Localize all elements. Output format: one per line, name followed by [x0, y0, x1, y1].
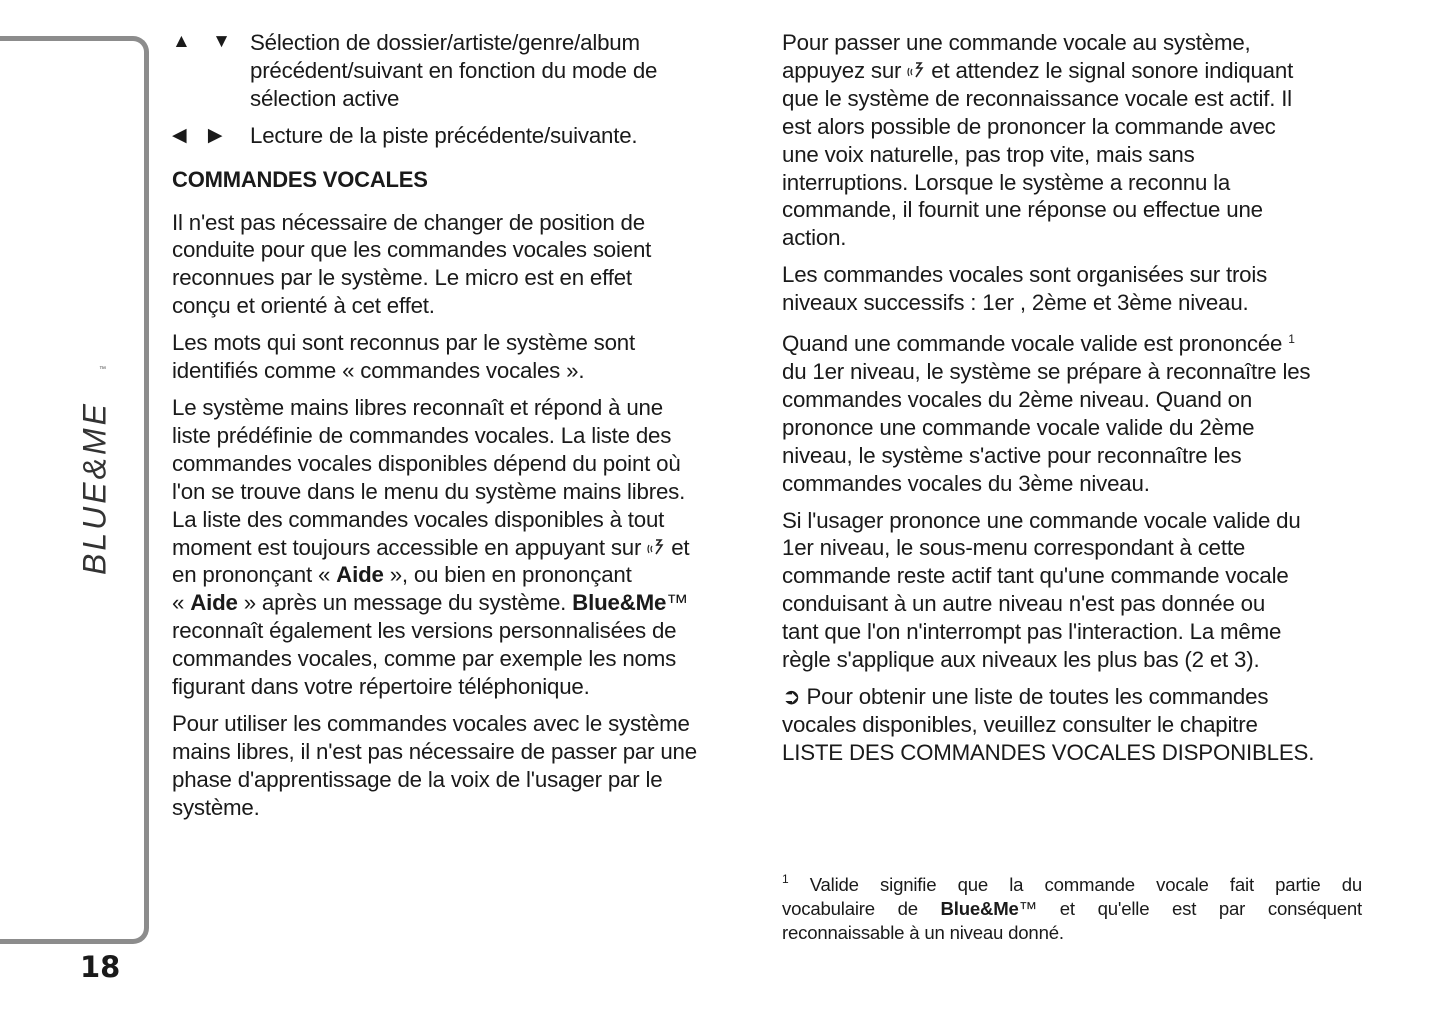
right-column	[782, 29, 1367, 776]
text-line	[172, 561, 752, 589]
footnote-marker: 1	[782, 872, 789, 886]
text-segment: » après un message du système.	[237, 590, 573, 616]
text-segment: vocabulaire de	[782, 898, 941, 919]
text-segment: «	[172, 590, 191, 616]
text-line: du 1er niveau, le système se prépare à reconnaître les	[782, 358, 1311, 384]
text-segment: Quand une commande vocale valide est prononcée	[782, 331, 1289, 357]
text-segment: Valide signifie que la commande vocale fait partie du	[788, 874, 1362, 895]
text-line: conduisant à un autre niveau n'est pas donnée ou	[782, 591, 1266, 617]
text-line: règle s'applique aux niveaux les plus bas (2 et 3).	[782, 647, 1260, 673]
paragraph	[172, 329, 752, 385]
text-segment: moment est toujours accessible en appuyant sur	[172, 534, 648, 560]
paragraph	[172, 710, 752, 822]
text-line: Si l'usager prononce une commande vocale valide du	[782, 507, 1301, 533]
text-segment: en prononçant «	[172, 562, 337, 588]
text-line: La liste des commandes vocales disponibles à tout	[172, 506, 665, 532]
text-segment: », ou bien en prononçant	[383, 562, 632, 588]
text-line: phase d'apprentissage de la voix de l'usager par le	[172, 766, 663, 792]
page-number: 18	[80, 950, 121, 984]
text-line	[782, 57, 1367, 85]
text-line: est alors possible de prononcer la commande avec	[782, 113, 1276, 139]
text-segment: et attendez le signal sonore indiquant	[925, 57, 1294, 83]
paragraph	[782, 29, 1367, 252]
text-line: commandes vocales du 3ème niveau.	[782, 470, 1150, 496]
text-segment: ™ et qu'elle est par conséquent	[1018, 898, 1363, 919]
text-line: liste prédéfinie de commandes vocales. La liste des	[172, 422, 672, 448]
text-segment: appuyez sur	[782, 57, 908, 83]
text-segment: Pour obtenir une liste de toutes les commandes	[806, 683, 1269, 709]
text-line: système.	[172, 794, 260, 820]
text-line: 1er niveau, le sous-menu correspondant à cette	[782, 535, 1246, 561]
text-line: Sélection de dossier/artiste/genre/album	[250, 30, 640, 55]
paragraph	[782, 326, 1367, 497]
text-line: commandes vocales, comme par exemple les noms	[172, 646, 677, 672]
text-line	[172, 589, 752, 617]
text-line: Les commandes vocales sont organisées sur trois	[782, 262, 1268, 288]
text-line: sélection active	[250, 85, 400, 111]
text-line: Il n'est pas nécessaire de changer de position de	[172, 209, 645, 235]
left-column	[172, 29, 752, 831]
text-line: l'on se trouve dans le menu du système mains libres.	[172, 478, 686, 504]
text-line: mains libres, il n'est pas nécessaire de passer par une	[172, 738, 697, 764]
voice-command-icon	[907, 59, 925, 79]
text-line: prononce une commande vocale valide du 2ème	[782, 414, 1255, 440]
text-line: Pour utiliser les commandes vocales avec le système	[172, 710, 690, 736]
bold-text: Aide	[336, 562, 384, 588]
bold-text: Blue&Me	[572, 590, 667, 616]
text-line: Les mots qui sont reconnus par le système sont	[172, 330, 635, 356]
text-line: niveau, le système s'active pour reconnaître les	[782, 442, 1242, 468]
paragraph	[782, 507, 1367, 674]
text-line: Le système mains libres reconnaît et répond à une	[172, 394, 663, 420]
footnote	[782, 867, 1362, 945]
bold-text: Aide	[190, 590, 238, 616]
text-line: commande reste actif tant qu'une commande vocale	[782, 563, 1289, 589]
text-line: commande, il fournit une réponse ou effectue une	[782, 197, 1263, 223]
text-line: figurant dans votre répertoire téléphonique.	[172, 674, 590, 700]
text-line: Pour passer une commande vocale au système,	[782, 30, 1251, 55]
blue-and-me-logo: BLUE&ME	[76, 401, 113, 575]
text-line: que le système de reconnaissance vocale est actif. Il	[782, 85, 1292, 111]
control-description	[172, 29, 752, 113]
text-line: conduite pour que les commandes vocales soient	[172, 237, 652, 263]
up-down-arrows-icon: ▲ ▼	[172, 31, 239, 52]
text-line: précédent/suivant en fonction du mode de	[250, 57, 658, 83]
text-line: vocales disponibles, veuillez consulter le chapitre	[782, 711, 1258, 737]
text-segment: et	[665, 534, 690, 560]
text-line	[782, 867, 1362, 897]
text-line	[782, 326, 1367, 358]
text-line: reconnues par le système. Le micro est en effet	[172, 265, 632, 291]
paragraph	[172, 209, 752, 321]
text-line: conçu et orienté à cet effet.	[172, 293, 435, 319]
text-line: reconnaissable à un niveau donné.	[782, 922, 1064, 943]
text-line: action.	[782, 225, 847, 251]
text-line: une voix naturelle, pas trop vite, mais sans	[782, 141, 1195, 167]
control-description	[172, 122, 752, 150]
voice-command-icon	[647, 536, 665, 556]
text-line: commandes vocales disponibles dépend du point où	[172, 450, 681, 476]
text-line: reconnaît également les versions personnalisées de	[172, 618, 677, 644]
paragraph	[782, 261, 1367, 317]
paragraph	[782, 683, 1367, 767]
left-right-arrows-icon: ◀ ▶	[172, 124, 231, 146]
footnote-marker: 1	[1288, 332, 1295, 347]
text-line	[782, 683, 1367, 711]
bold-text: Blue&Me	[940, 898, 1019, 919]
text-line: identifiés comme « commandes vocales ».	[172, 358, 585, 384]
page-margin-frame	[0, 36, 149, 944]
section-heading	[172, 166, 752, 194]
text-line: interruptions. Lorsque le système a reconnu la	[782, 169, 1231, 195]
text-line: tant que l'on n'interrompt pas l'interaction. La même	[782, 619, 1282, 645]
text-line: niveaux successifs : 1er , 2ème et 3ème niveau.	[782, 290, 1249, 316]
paragraph	[172, 394, 752, 701]
text-line: Lecture de la piste précédente/suivante.	[250, 122, 638, 148]
text-line	[172, 534, 752, 562]
text-segment: ™	[666, 590, 689, 616]
text-line: COMMANDES VOCALES	[172, 166, 428, 192]
logo-trademark: ™	[99, 366, 106, 373]
text-line	[782, 897, 1362, 921]
text-segment: ➲	[782, 683, 807, 709]
text-line: LISTE DES COMMANDES VOCALES DISPONIBLES.	[782, 739, 1315, 765]
text-line: commandes vocales du 2ème niveau. Quand on	[782, 386, 1253, 412]
